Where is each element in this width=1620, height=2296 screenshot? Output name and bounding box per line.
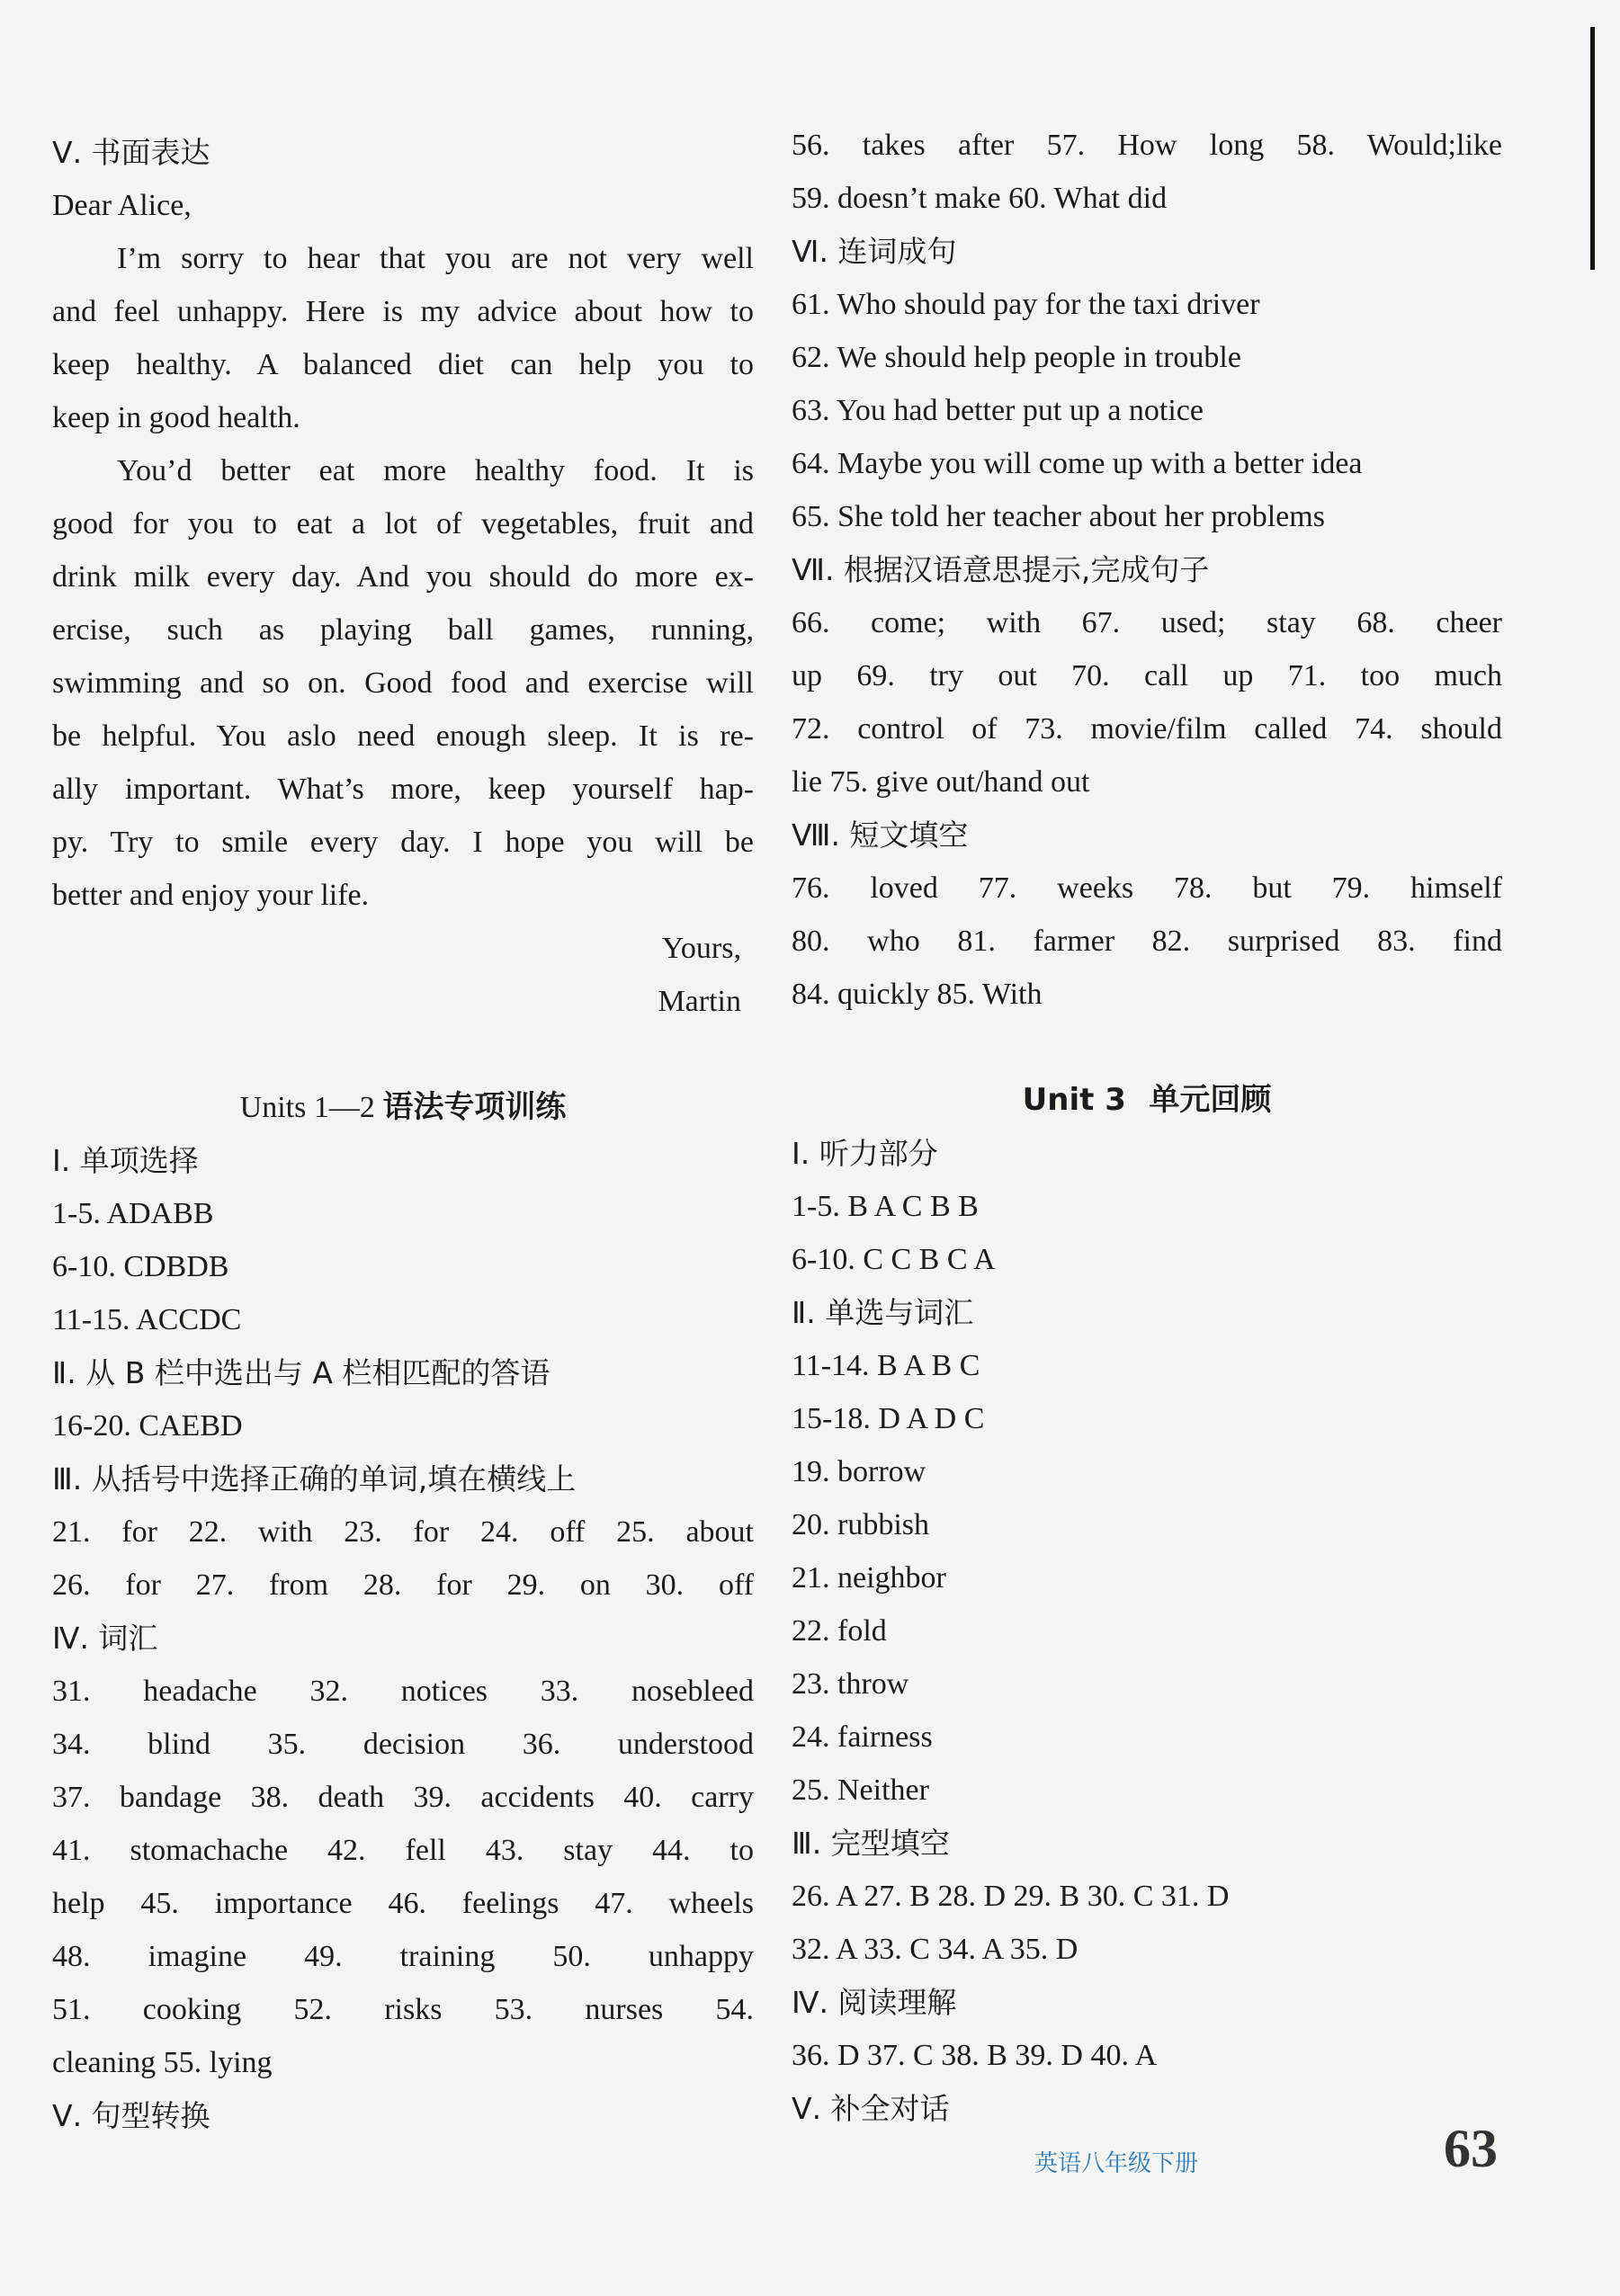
essay-line: swimming and so on. Good food and exercise will bbox=[52, 666, 754, 700]
section-heading: Ⅳ. 词汇 bbox=[52, 1621, 158, 1656]
answer-line: 41. stomachache 42. fell 43. stay 44. to bbox=[52, 1834, 754, 1867]
essay-line: ercise, such as playing ball games, running, bbox=[52, 613, 754, 647]
section-heading: Ⅵ. 连词成句 bbox=[792, 234, 957, 269]
answer-line: 34. blind 35. decision 36. understood bbox=[52, 1728, 754, 1761]
answer-line: 64. Maybe you will come up with a better idea bbox=[792, 447, 1363, 480]
answer-line: 84. quickly 85. With bbox=[792, 978, 1043, 1011]
essay-line: be helpful. You aslo need enough sleep. It is re- bbox=[52, 719, 754, 753]
answer-line: 16-20. CAEBD bbox=[52, 1409, 243, 1443]
answer-line: 76. loved 77. weeks 78. but 79. himself bbox=[792, 871, 1502, 905]
answer-line: 11-14. B A B C bbox=[792, 1349, 980, 1382]
essay-line: good for you to eat a lot of vegetables, fruit and bbox=[52, 507, 754, 540]
section-heading: Ⅳ. 阅读理解 bbox=[792, 1985, 957, 2020]
answer-line: 20. rubbish bbox=[792, 1508, 929, 1541]
answer-line: 25. Neither bbox=[792, 1773, 929, 1807]
grammar-title-cn: 语法专项训练 bbox=[382, 1089, 567, 1125]
answer-line: 48. imagine 49. training 50. unhappy bbox=[52, 1940, 754, 1973]
answer-line: 6-10. C C B C A bbox=[792, 1243, 996, 1276]
answer-line: up 69. try out 70. call up 71. too much bbox=[792, 659, 1502, 692]
answer-line: 61. Who should pay for the taxi driver bbox=[792, 288, 1260, 321]
section-heading: Ⅲ. 完型填空 bbox=[792, 1826, 950, 1861]
section-heading: Ⅶ. 根据汉语意思提示,完成句子 bbox=[792, 552, 1210, 587]
page-edge-bar bbox=[1590, 27, 1595, 270]
essay-line: py. Try to smile every day. I hope you will be bbox=[52, 826, 754, 859]
section-heading: Ⅷ. 短文填空 bbox=[792, 817, 969, 853]
answer-line: help 45. importance 46. feelings 47. wheels bbox=[52, 1887, 754, 1920]
answer-line: 1-5. ADABB bbox=[52, 1197, 214, 1230]
essay-closing: Yours, bbox=[661, 932, 741, 965]
answer-line: 56. takes after 57. How long 58. Would;like bbox=[792, 129, 1502, 162]
answer-line: 59. doesn’t make 60. What did bbox=[792, 182, 1168, 215]
page-number: 63 bbox=[1444, 2119, 1498, 2178]
answer-line: 62. We should help people in trouble bbox=[792, 341, 1241, 374]
essay-salutation: Dear Alice, bbox=[52, 189, 192, 222]
essay-line: keep healthy. A balanced diet can help you to bbox=[52, 348, 754, 381]
essay-line: ally important. What’s more, keep yourself hap- bbox=[52, 773, 754, 806]
essay-line: better and enjoy your life. bbox=[52, 879, 370, 912]
answer-line: 1-5. B A C B B bbox=[792, 1190, 979, 1223]
unit3-title bbox=[792, 1074, 1502, 1127]
answer-line: 51. cooking 52. risks 53. nurses 54. bbox=[52, 1993, 754, 2026]
answer-line: 32. A 33. C 34. A 35. D bbox=[792, 1933, 1079, 1966]
answer-line: 63. You had better put up a notice bbox=[792, 394, 1204, 427]
section-heading: Ⅱ. 单选与词汇 bbox=[792, 1295, 974, 1330]
answer-line: 72. control of 73. movie/film called 74. should bbox=[792, 712, 1502, 746]
answer-line: 26. A 27. B 28. D 29. B 30. C 31. D bbox=[792, 1880, 1230, 1913]
answer-line: 66. come; with 67. used; stay 68. cheer bbox=[792, 606, 1502, 639]
answer-line: 65. She told her teacher about her problems bbox=[792, 500, 1325, 533]
section-heading: Ⅴ. 书面表达 bbox=[52, 135, 210, 170]
answer-line: 23. throw bbox=[792, 1667, 909, 1701]
left-column bbox=[52, 126, 754, 2142]
section-heading: Ⅴ. 补全对话 bbox=[792, 2091, 950, 2126]
section-heading: Ⅱ. 从 B 栏中选出与 A 栏相匹配的答语 bbox=[52, 1355, 550, 1390]
answer-line: 80. who 81. farmer 82. surprised 83. find bbox=[792, 925, 1502, 958]
essay-signature: Martin bbox=[658, 985, 741, 1018]
unit3-title-en: Unit 3 bbox=[1022, 1082, 1126, 1118]
answer-line: 21. for 22. with 23. for 24. off 25. about bbox=[52, 1515, 754, 1549]
grammar-title-en: Units 1—2 bbox=[239, 1091, 375, 1124]
answer-line: 26. for 27. from 28. for 29. on 30. off bbox=[52, 1568, 754, 1602]
essay-line: You’d better eat more healthy food. It is bbox=[117, 454, 754, 487]
answer-line: 22. fold bbox=[792, 1614, 887, 1648]
answer-line: 36. D 37. C 38. B 39. D 40. A bbox=[792, 2039, 1158, 2072]
unit3-title-cn: 单元回顾 bbox=[1149, 1082, 1272, 1118]
answer-line: 31. headache 32. notices 33. nosebleed bbox=[52, 1675, 754, 1708]
answer-line: 15-18. D A D C bbox=[792, 1402, 985, 1435]
footer-book-title: 英语八年级下册 bbox=[1034, 2150, 1199, 2177]
answer-line: 6-10. CDBDB bbox=[52, 1250, 229, 1283]
section-heading: Ⅰ. 听力部分 bbox=[792, 1136, 938, 1171]
section-heading: Ⅰ. 单项选择 bbox=[52, 1143, 199, 1178]
section-heading: Ⅴ. 句型转换 bbox=[52, 2098, 210, 2133]
answer-line: 37. bandage 38. death 39. accidents 40. carry bbox=[52, 1781, 754, 1814]
answer-line: 19. borrow bbox=[792, 1455, 926, 1488]
right-column bbox=[792, 119, 1502, 2135]
answer-line: cleaning 55. lying bbox=[52, 2046, 273, 2079]
answer-line: 24. fairness bbox=[792, 1720, 933, 1754]
essay-line: I’m sorry to hear that you are not very well bbox=[117, 242, 754, 275]
essay-line: drink milk every day. And you should do more ex- bbox=[52, 560, 754, 594]
essay-line: keep in good health. bbox=[52, 401, 300, 434]
grammar-title bbox=[52, 1081, 754, 1134]
section-heading: Ⅲ. 从括号中选择正确的单词,填在横线上 bbox=[52, 1461, 577, 1496]
answer-line: 21. neighbor bbox=[792, 1561, 946, 1595]
essay-line: and feel unhappy. Here is my advice about how to bbox=[52, 295, 754, 328]
answer-line: lie 75. give out/hand out bbox=[792, 765, 1090, 799]
answer-line: 11-15. ACCDC bbox=[52, 1303, 242, 1336]
